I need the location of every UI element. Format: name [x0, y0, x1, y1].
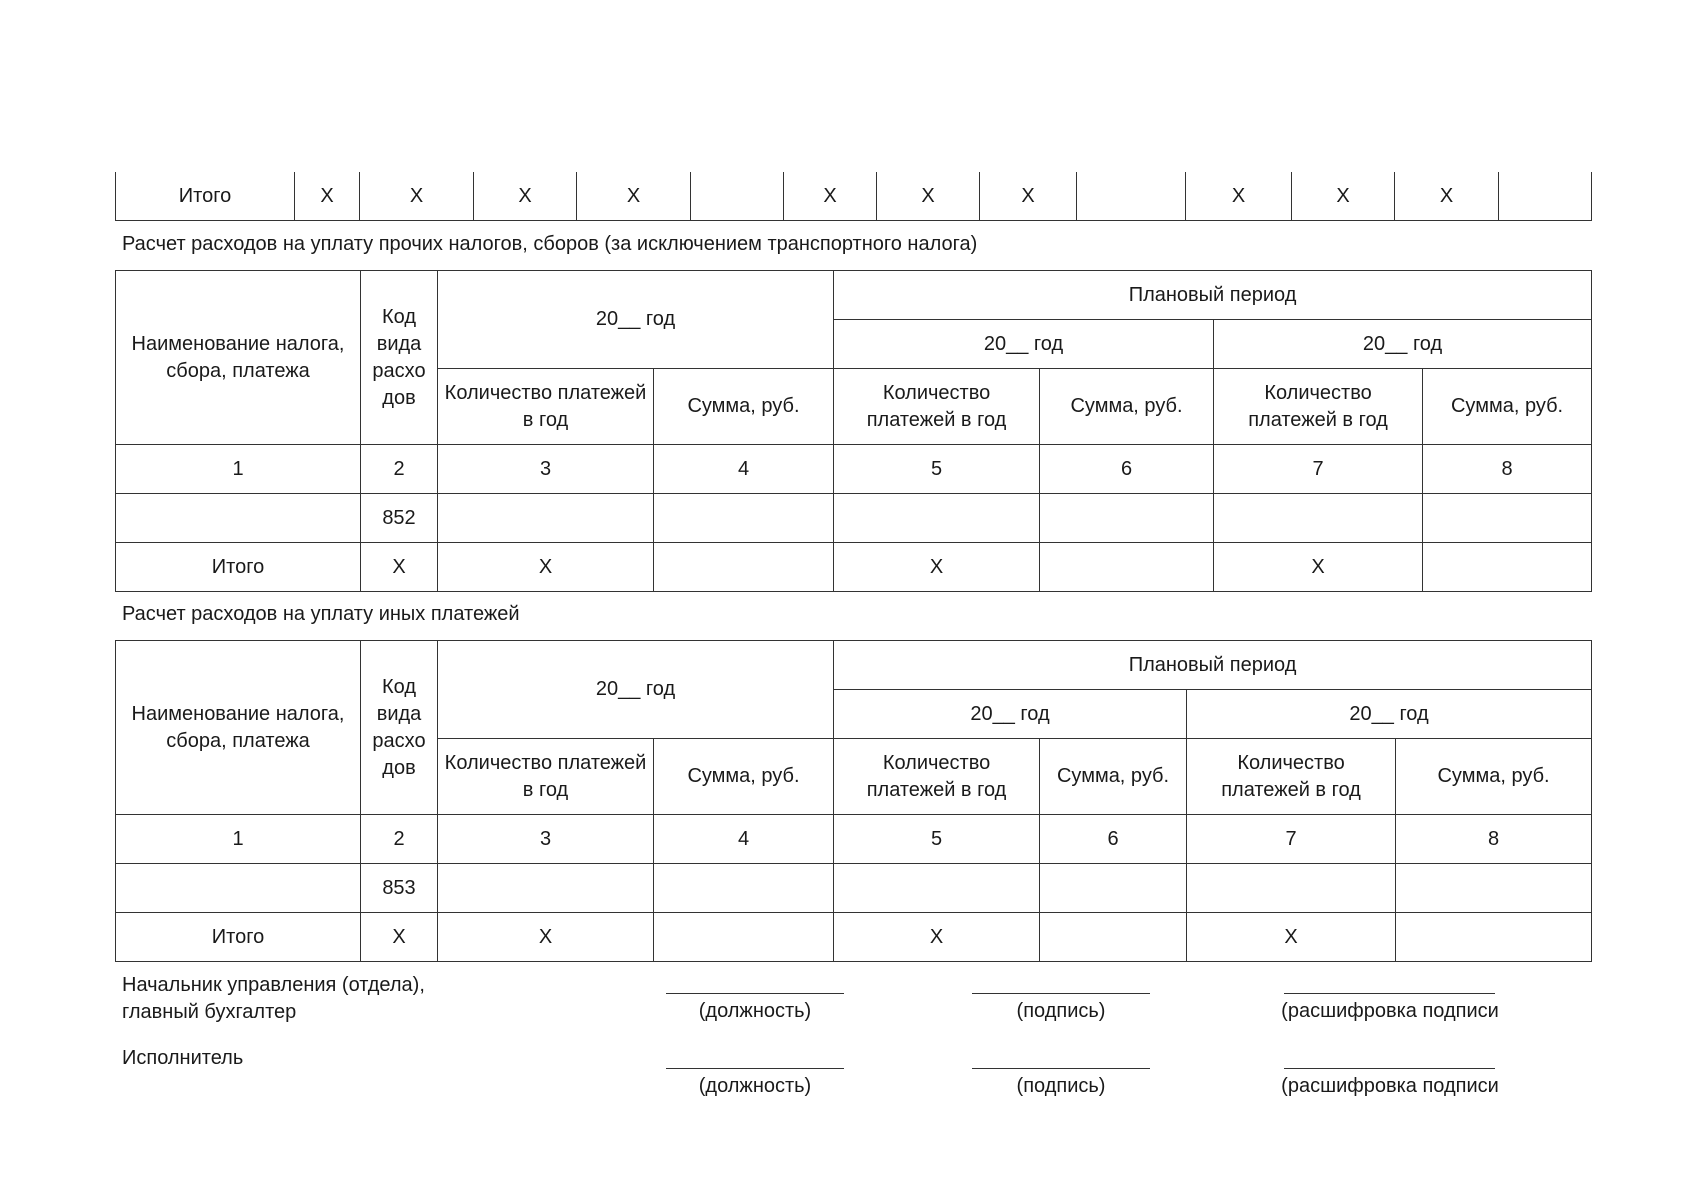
cell: Х	[980, 172, 1077, 221]
column-number: 7	[1187, 815, 1396, 864]
column-number: 4	[654, 815, 834, 864]
data-row	[116, 864, 1592, 913]
cell	[1187, 864, 1396, 913]
cell	[116, 494, 361, 543]
header-year-2: 20__ год	[834, 690, 1187, 739]
header-year-2: 20__ год	[834, 320, 1214, 369]
cell: Х	[877, 172, 980, 221]
header-count: Количество платежей в год	[834, 739, 1040, 815]
column-number: 8	[1423, 445, 1592, 494]
column-number: 2	[361, 445, 438, 494]
cell: Х	[1214, 543, 1423, 592]
total-label: Итого	[116, 913, 361, 962]
cell: Х	[1187, 913, 1396, 962]
cell: Х	[474, 172, 577, 221]
cell	[1214, 494, 1423, 543]
header-count: Количество платежей в год	[1187, 739, 1396, 815]
cell	[1077, 172, 1186, 221]
cell: Х	[295, 172, 360, 221]
expense-code: 853	[361, 864, 438, 913]
header-planned-period: Плановый период	[834, 271, 1592, 320]
header-name-col: Наименование налога, сбора, платежа	[116, 271, 361, 445]
decoding-line	[1284, 993, 1495, 994]
cell: Х	[784, 172, 877, 221]
other-payments-table	[115, 640, 1592, 962]
cell	[116, 864, 361, 913]
decoding-line	[1284, 1068, 1495, 1069]
head-signer-label	[122, 972, 425, 1026]
executor-label: Исполнитель	[122, 1047, 244, 1069]
cell: Х	[438, 543, 654, 592]
column-number: 1	[116, 445, 361, 494]
cell	[1040, 543, 1214, 592]
cell: Х	[438, 913, 654, 962]
column-number: 8	[1396, 815, 1592, 864]
column-number: 2	[361, 815, 438, 864]
signature-line	[972, 1068, 1150, 1069]
cell	[438, 494, 654, 543]
cell: Х	[1395, 172, 1499, 221]
cell	[834, 494, 1040, 543]
header-sum: Сумма, руб.	[1040, 739, 1187, 815]
total-label: Итого	[116, 172, 295, 221]
top-total-table	[115, 172, 1592, 221]
header-sum: Сумма, руб.	[1423, 369, 1592, 445]
header-count: Количество платежей в год	[834, 369, 1040, 445]
data-row	[116, 494, 1592, 543]
signature-caption: (подпись)	[1016, 1075, 1106, 1097]
cell: Х	[361, 543, 438, 592]
cell	[1040, 494, 1214, 543]
position-line	[666, 993, 844, 994]
position-caption: (должность)	[698, 1000, 812, 1022]
cell: Х	[1292, 172, 1395, 221]
header-sum: Сумма, руб.	[654, 369, 834, 445]
top-total-row	[116, 172, 1592, 221]
column-numbers-row	[116, 815, 1592, 864]
head-signer-label-line1: Начальник управления (отдела),	[122, 974, 425, 996]
cell	[1396, 913, 1592, 962]
column-numbers-row	[116, 445, 1592, 494]
header-year-3: 20__ год	[1187, 690, 1592, 739]
header-current-year: 20__ год	[438, 641, 834, 739]
cell: Х	[834, 913, 1040, 962]
column-number: 6	[1040, 445, 1214, 494]
header-current-year: 20__ год	[438, 271, 834, 369]
column-number: 6	[1040, 815, 1187, 864]
total-row	[116, 913, 1592, 962]
header-code-col: Код вида расхо дов	[361, 641, 438, 815]
other-taxes-table	[115, 270, 1592, 592]
column-number: 3	[438, 815, 654, 864]
header-sum: Сумма, руб.	[654, 739, 834, 815]
position-line	[666, 1068, 844, 1069]
cell	[654, 864, 834, 913]
cell	[834, 864, 1040, 913]
column-number: 4	[654, 445, 834, 494]
signature-line	[972, 993, 1150, 994]
cell	[438, 864, 654, 913]
header-name-col: Наименование налога, сбора, платежа	[116, 641, 361, 815]
column-number: 5	[834, 815, 1040, 864]
total-label: Итого	[116, 543, 361, 592]
header-sum: Сумма, руб.	[1040, 369, 1214, 445]
column-number: 5	[834, 445, 1040, 494]
expense-code: 852	[361, 494, 438, 543]
cell	[1499, 172, 1592, 221]
signature-caption: (подпись)	[1016, 1000, 1106, 1022]
header-count: Количество платежей в год	[1214, 369, 1423, 445]
header-count: Количество платежей в год	[438, 369, 654, 445]
cell: Х	[361, 913, 438, 962]
cell: Х	[577, 172, 691, 221]
total-row	[116, 543, 1592, 592]
header-planned-period: Плановый период	[834, 641, 1592, 690]
decoding-caption: (расшифровка подписи	[1281, 1000, 1499, 1022]
header-code-col: Код вида расхо дов	[361, 271, 438, 445]
position-caption: (должность)	[698, 1075, 812, 1097]
cell	[654, 494, 834, 543]
section2-title: Расчет расходов на уплату иных платежей	[122, 603, 520, 625]
cell	[1423, 543, 1592, 592]
cell	[1040, 864, 1187, 913]
cell: Х	[834, 543, 1040, 592]
cell	[1040, 913, 1187, 962]
section1-title: Расчет расходов на уплату прочих налогов, сборов (за исключением транспортного налога)	[122, 233, 978, 255]
header-sum: Сумма, руб.	[1396, 739, 1592, 815]
cell	[691, 172, 784, 221]
column-number: 1	[116, 815, 361, 864]
cell: Х	[1186, 172, 1292, 221]
cell: Х	[360, 172, 474, 221]
column-number: 3	[438, 445, 654, 494]
header-year-3: 20__ год	[1214, 320, 1592, 369]
head-signer-label-line2: главный бухгалтер	[122, 1001, 297, 1023]
cell	[654, 543, 834, 592]
header-count: Количество платежей в год	[438, 739, 654, 815]
column-number: 7	[1214, 445, 1423, 494]
decoding-caption: (расшифровка подписи	[1281, 1075, 1499, 1097]
cell	[1423, 494, 1592, 543]
cell	[654, 913, 834, 962]
cell	[1396, 864, 1592, 913]
